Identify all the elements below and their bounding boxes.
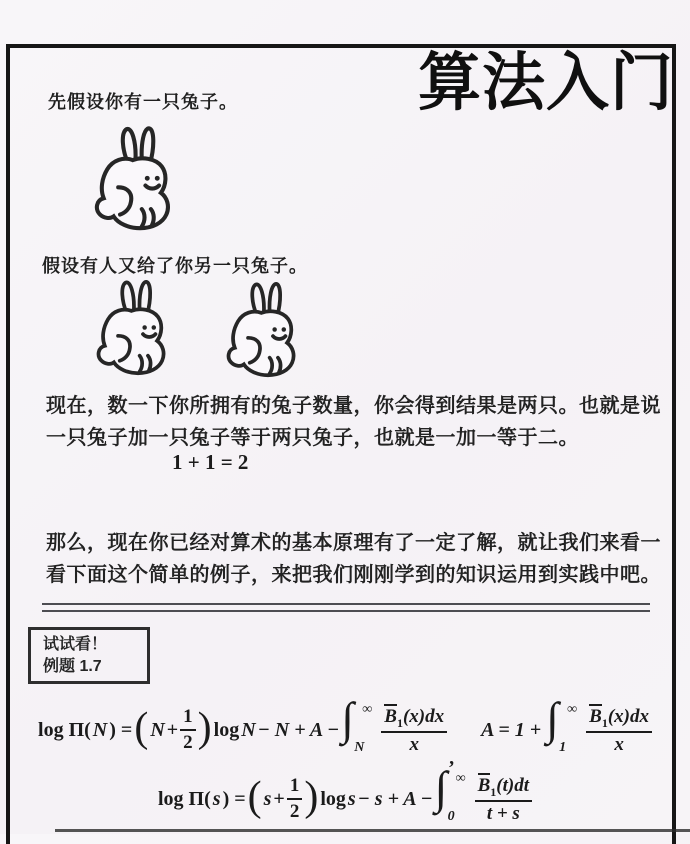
rabbit-illustration	[84, 122, 196, 240]
rabbit-icon	[84, 276, 192, 384]
f2-lead: log Π(	[157, 787, 211, 810]
f2-integral: ∫ ∞ 0	[434, 762, 466, 824]
f2-plus: +	[273, 787, 285, 810]
try-box-line1: 试试看！	[43, 636, 108, 653]
f1-integrand-fraction: $\frac{B_1(x)dx}{x}$	[381, 704, 447, 756]
f2-log: log	[320, 787, 346, 810]
formula-log-pi-s	[0, 762, 690, 832]
f1-one-half-fraction: $\frac{1}{2}$	[180, 706, 196, 754]
B-bar: B	[589, 705, 602, 727]
rabbit-illustration	[214, 278, 322, 386]
f2-inner-var: s	[263, 787, 272, 810]
try-box-line2: 例题 1.7	[43, 658, 102, 675]
equation-one-plus-one: 1 + 1 = 2	[172, 450, 249, 474]
f1-inner-var: N	[150, 718, 165, 741]
integral-sign-icon: ∫	[546, 693, 559, 744]
f2-mid-terms: − s + A −	[357, 787, 433, 810]
f1-plus: +	[166, 718, 179, 741]
page-title: 算法入门	[418, 48, 674, 118]
double-divider-line	[42, 603, 650, 612]
caption-second-rabbit: 假设有人又给了你另一只兔子。	[42, 256, 308, 276]
f1-mid-terms: − N + A −	[257, 718, 340, 741]
f2-paren-open: (	[247, 774, 262, 820]
f2-paren-close: )	[304, 774, 319, 820]
B-bar: B	[384, 705, 397, 727]
f1-integrand-fraction-2: $\frac{B_1(x)dx}{x}$	[586, 704, 652, 756]
f1-log: log	[213, 718, 240, 741]
formula-log-pi-N	[0, 690, 690, 770]
integral-sign-icon: ∫	[341, 693, 354, 744]
f2-lead-var: s	[212, 787, 221, 810]
B-bar: B	[477, 774, 491, 796]
f1-paren-open: (	[134, 705, 149, 751]
f1-comma: ,	[449, 747, 455, 769]
paragraph-transition: 那么，现在你已经对算术的基本原理有了一定了解，就让我们来看一看下面这个简单的例子，来把我们刚刚学到的知识运用到实践中吧。	[46, 532, 661, 586]
bottom-cutoff-line	[55, 829, 690, 832]
f1-lead-eq: ) =	[109, 718, 133, 741]
rabbit-icon	[214, 278, 322, 386]
f1-A-definition: A = 1 +	[481, 718, 542, 741]
f1-paren-close: )	[197, 705, 212, 751]
paragraph-counting: 现在，数一下你所拥有的兔子数量，你会得到结果是两只。也就是说一只兔子加一只兔子等于两只兔子，也就是一加一等于二。	[46, 395, 661, 449]
f2-lead-eq: ) =	[222, 787, 246, 810]
f1-lead-var: N	[92, 718, 108, 741]
f2-integrand-fraction: $\frac{B_1(t)dt}{t + s}$	[475, 773, 532, 825]
f2-log-var: s	[347, 787, 356, 810]
example-label-box	[28, 627, 150, 684]
f2-one-half-fraction: $\frac{1}{2}$	[287, 775, 303, 823]
rabbit-icon	[84, 122, 196, 240]
f1-integral: ∫ ∞ N	[341, 693, 373, 755]
integral-sign-icon: ∫	[434, 762, 448, 813]
f1-log-var: N	[241, 718, 256, 741]
f1-integral-2: ∫ ∞ 1	[546, 693, 578, 755]
caption-one-rabbit: 先假设你有一只兔子。	[48, 92, 238, 112]
rabbit-illustration	[84, 276, 192, 384]
f1-lead: log Π(	[38, 718, 91, 741]
